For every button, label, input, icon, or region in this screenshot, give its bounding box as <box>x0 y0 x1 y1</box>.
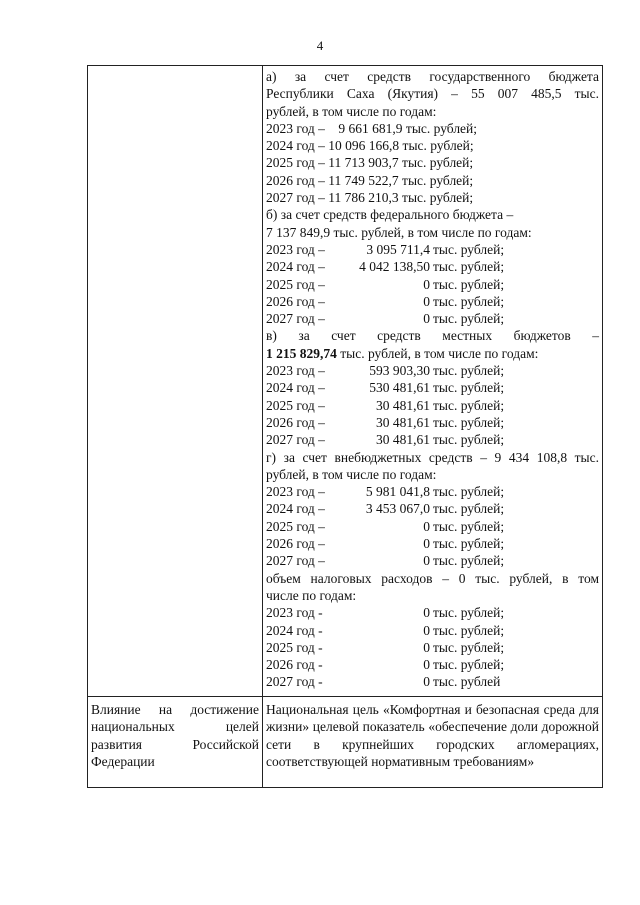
extra-year-row <box>266 535 599 552</box>
local-year-year: 2024 год – <box>266 380 325 396</box>
local-year-unit: тыс. рублей; <box>433 397 505 413</box>
tax-year-unit: тыс. рублей; <box>433 622 505 638</box>
extra-year-unit: тыс. рублей; <box>433 518 505 534</box>
state-year-line: 2024 год – 10 096 166,8 тыс. рублей; <box>266 138 474 154</box>
local-year-row <box>266 362 599 379</box>
extra-year-row <box>266 518 599 535</box>
tax-year-row <box>266 656 599 673</box>
local-year-row <box>266 379 599 396</box>
tax-year-year: 2023 год - <box>266 605 323 621</box>
extra-years <box>266 483 599 569</box>
tax-year-row <box>266 639 599 656</box>
extra-year-unit: тыс. рублей; <box>433 501 505 517</box>
extra-year-value: 3 453 067,0 <box>365 501 430 517</box>
tax-heading-2: числе по годам: <box>266 587 357 603</box>
page-number: 4 <box>316 38 324 53</box>
tax-years <box>266 604 599 690</box>
local-year-value: 30 481,61 <box>376 414 430 430</box>
extra-year-row <box>266 500 599 517</box>
federal-year-year: 2026 год – <box>266 293 325 309</box>
local-year-year: 2027 год – <box>266 432 325 448</box>
local-heading-2 <box>266 345 599 362</box>
federal-year-value: 0 <box>423 311 430 327</box>
federal-year-row <box>266 293 599 310</box>
local-year-unit: тыс. рублей; <box>433 414 505 430</box>
tax-year-year: 2024 год - <box>266 622 323 638</box>
local-years <box>266 362 599 448</box>
state-year-line: 2023 год – 9 661 681,9 тыс. рублей; <box>266 120 478 136</box>
extra-year-value: 0 <box>423 518 430 534</box>
extra-year-row <box>266 483 599 500</box>
extra-year-row <box>266 552 599 569</box>
state-year-line: 2027 год – 11 786 210,3 тыс. рублей; <box>266 190 474 206</box>
state-budget-heading-3: рублей, в том числе по годам: <box>266 103 437 119</box>
federal-year-year: 2024 год – <box>266 259 325 275</box>
extra-year-year: 2027 год – <box>266 553 325 569</box>
goals-text: Национальная цель «Комфортная и безопасная среда для жизни» целевой показатель «обеспечение доли дорожной сети в крупнейших городских агломерациях, соответствующей нормативным требованиям» <box>263 697 603 788</box>
federal-year-unit: тыс. рублей; <box>433 293 505 309</box>
federal-year-row <box>266 241 599 258</box>
extra-year-year: 2024 год – <box>266 501 325 517</box>
extra-year-year: 2025 год – <box>266 518 325 534</box>
tax-year-value: 0 <box>423 622 430 638</box>
local-heading-rest: тыс. рублей, в том числе по годам: <box>336 345 539 361</box>
local-year-year: 2023 год – <box>266 363 325 379</box>
tax-year-value: 0 <box>423 674 430 690</box>
local-year-value: 593 903,30 <box>369 363 430 379</box>
tax-year-value: 0 <box>423 657 430 673</box>
tax-year-value: 0 <box>423 605 430 621</box>
tax-year-unit: тыс. рублей; <box>433 657 505 673</box>
extra-year-unit: тыс. рублей; <box>433 536 505 552</box>
goals-label: Влияние на достижение национальных целей развития Российской Федерации <box>88 697 263 788</box>
local-year-value: 30 481,61 <box>376 432 430 448</box>
funding-cell <box>263 66 603 697</box>
federal-year-value: 4 042 138,50 <box>359 259 430 275</box>
tax-year-year: 2025 год - <box>266 639 323 655</box>
local-year-unit: тыс. рублей; <box>433 432 505 448</box>
extra-year-unit: тыс. рублей; <box>433 553 505 569</box>
local-year-unit: тыс. рублей; <box>433 380 505 396</box>
state-budget-heading-2: Республики Саха (Якутия) – 55 007 485,5 тыс. <box>266 86 599 102</box>
state-budget-years <box>266 120 599 206</box>
tax-year-unit: тыс. рублей; <box>433 639 505 655</box>
local-year-year: 2025 год – <box>266 397 325 413</box>
federal-heading-1: б) за счет средств федерального бюджета – <box>266 207 514 223</box>
extra-heading-2: рублей, в том числе по годам: <box>266 466 437 482</box>
tax-year-unit: тыс. рублей <box>433 674 501 690</box>
federal-year-year: 2025 год – <box>266 276 325 292</box>
extra-year-unit: тыс. рублей; <box>433 484 505 500</box>
tax-year-year: 2027 год - <box>266 674 323 690</box>
extra-year-year: 2023 год – <box>266 484 325 500</box>
federal-year-unit: тыс. рублей; <box>433 311 505 327</box>
local-total: 1 215 829,74 <box>266 345 337 361</box>
federal-year-row <box>266 310 599 327</box>
extra-year-year: 2026 год – <box>266 536 325 552</box>
extra-year-value: 5 981 041,8 <box>365 484 430 500</box>
tax-year-year: 2026 год - <box>266 657 323 673</box>
tax-year-value: 0 <box>423 639 430 655</box>
federal-year-value: 3 095 711,4 <box>366 241 430 257</box>
extra-year-value: 0 <box>423 536 430 552</box>
goals-row <box>88 697 603 788</box>
state-year-line: 2026 год – 11 749 522,7 тыс. рублей; <box>266 172 474 188</box>
federal-year-unit: тыс. рублей; <box>433 276 505 292</box>
tax-heading-1: объем налоговых расходов – 0 тыс. рублей, в том <box>266 570 599 586</box>
federal-year-year: 2027 год – <box>266 311 325 327</box>
funding-row <box>88 66 603 697</box>
local-year-value: 30 481,61 <box>376 397 430 413</box>
local-year-unit: тыс. рублей; <box>433 363 505 379</box>
extra-year-value: 0 <box>423 553 430 569</box>
funding-label-cell <box>88 66 263 697</box>
federal-year-row <box>266 258 599 275</box>
tax-year-unit: тыс. рублей; <box>433 605 505 621</box>
tax-year-row <box>266 622 599 639</box>
federal-year-value: 0 <box>423 293 430 309</box>
tax-year-row <box>266 604 599 621</box>
federal-years <box>266 241 599 327</box>
federal-year-value: 0 <box>423 276 430 292</box>
local-year-row <box>266 397 599 414</box>
local-heading-1: в) за счет средств местных бюджетов – <box>266 328 599 344</box>
local-year-row <box>266 431 599 448</box>
federal-year-row <box>266 276 599 293</box>
tax-year-row <box>266 673 599 690</box>
local-year-value: 530 481,61 <box>369 380 430 396</box>
local-year-row <box>266 414 599 431</box>
federal-heading-2: 7 137 849,9 тыс. рублей, в том числе по годам: <box>266 224 532 240</box>
local-year-year: 2026 год – <box>266 414 325 430</box>
state-year-line: 2025 год – 11 713 903,7 тыс. рублей; <box>266 155 474 171</box>
federal-year-year: 2023 год – <box>266 241 325 257</box>
passport-table <box>87 65 603 788</box>
state-budget-heading-1: а) за счет средств государственного бюджета <box>266 69 599 84</box>
federal-year-unit: тыс. рублей; <box>433 259 505 275</box>
extra-heading-1: г) за счет внебюджетных средств – 9 434 108,8 тыс. <box>266 449 599 465</box>
federal-year-unit: тыс. рублей; <box>433 241 505 257</box>
